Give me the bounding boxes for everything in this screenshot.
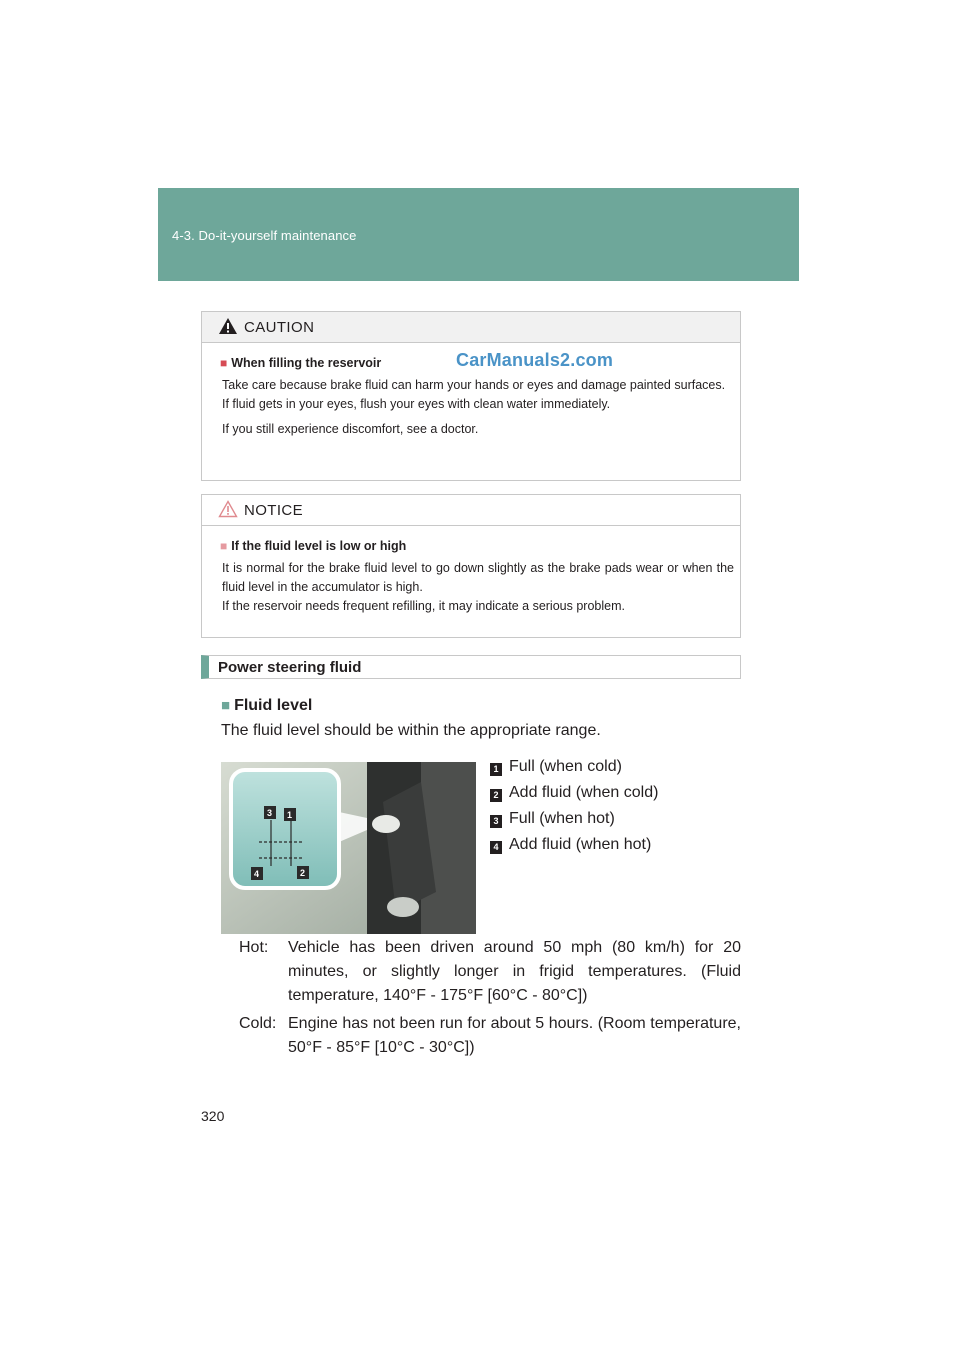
fluid-level-heading: ■ Fluid level xyxy=(221,697,313,714)
legend-label: Full (when cold) xyxy=(509,758,622,775)
caution-line-2: If fluid gets in your eyes, flush your eyes with clean water immediately. xyxy=(222,397,611,411)
legend-number-badge: 1 xyxy=(490,763,502,776)
warning-triangle-outline-icon xyxy=(218,500,238,518)
notice-box xyxy=(201,494,741,638)
notice-line-2: If the reservoir needs frequent refilling, it may indicate a serious problem. xyxy=(222,599,625,613)
section-title: 4-3. Do-it-yourself maintenance xyxy=(172,228,357,243)
caution-header xyxy=(202,312,740,343)
bullet-square-icon: ■ xyxy=(220,539,228,553)
reservoir-photo xyxy=(221,762,476,934)
svg-text:2: 2 xyxy=(300,868,306,878)
caution-label: CAUTION xyxy=(244,319,315,336)
caution-line-1: Take care because brake fluid can harm your hands or eyes and damage painted surfaces. xyxy=(222,378,726,392)
fluid-level-intro: The fluid level should be within the appropriate range. xyxy=(221,722,601,739)
header-band xyxy=(158,188,799,281)
section-bar xyxy=(201,655,741,679)
caution-heading: ■ When filling the reservoir xyxy=(220,356,382,370)
page-number: 320 xyxy=(201,1108,225,1124)
legend-number-badge: 3 xyxy=(490,815,502,828)
caution-box xyxy=(201,311,741,481)
legend-label: Full (when hot) xyxy=(509,810,615,827)
bullet-square-icon: ■ xyxy=(221,697,231,714)
caution-line-3: If you still experience discomfort, see a doctor. xyxy=(222,422,479,436)
notice-line-1: It is normal for the brake fluid level to go down slightly as the brake pads wear or when the fluid level in the accumulator is high. xyxy=(222,561,734,594)
svg-text:3: 3 xyxy=(267,808,273,818)
watermark: CarManuals2.com xyxy=(456,350,614,370)
notice-header xyxy=(202,495,740,526)
legend-number-badge: 2 xyxy=(490,789,502,802)
legend-label: Add fluid (when cold) xyxy=(509,784,659,801)
warning-triangle-icon xyxy=(218,317,238,335)
svg-text:4: 4 xyxy=(254,869,260,879)
legend-number-badge: 4 xyxy=(490,841,502,854)
section-bar-title: Power steering fluid xyxy=(218,659,362,676)
definition-text: Vehicle has been driven around 50 mph (80 km/h) for 20 minutes, or slightly longer in frigid temperatures. (Fluid temperature, 140°F - 175°F [60°C - 80°C]) xyxy=(288,939,741,1004)
definition-term: Hot: xyxy=(239,939,269,956)
svg-text:1: 1 xyxy=(287,810,293,820)
bullet-square-icon: ■ xyxy=(220,356,228,370)
notice-heading: ■ If the fluid level is low or high xyxy=(220,539,407,553)
legend-label: Add fluid (when hot) xyxy=(509,836,652,853)
notice-label: NOTICE xyxy=(244,502,304,519)
definition-term: Cold: xyxy=(239,1015,277,1032)
definition-text: Engine has not been run for about 5 hours. (Room temperature, 50°F - 85°F [10°C - 30°C]) xyxy=(288,1015,741,1056)
